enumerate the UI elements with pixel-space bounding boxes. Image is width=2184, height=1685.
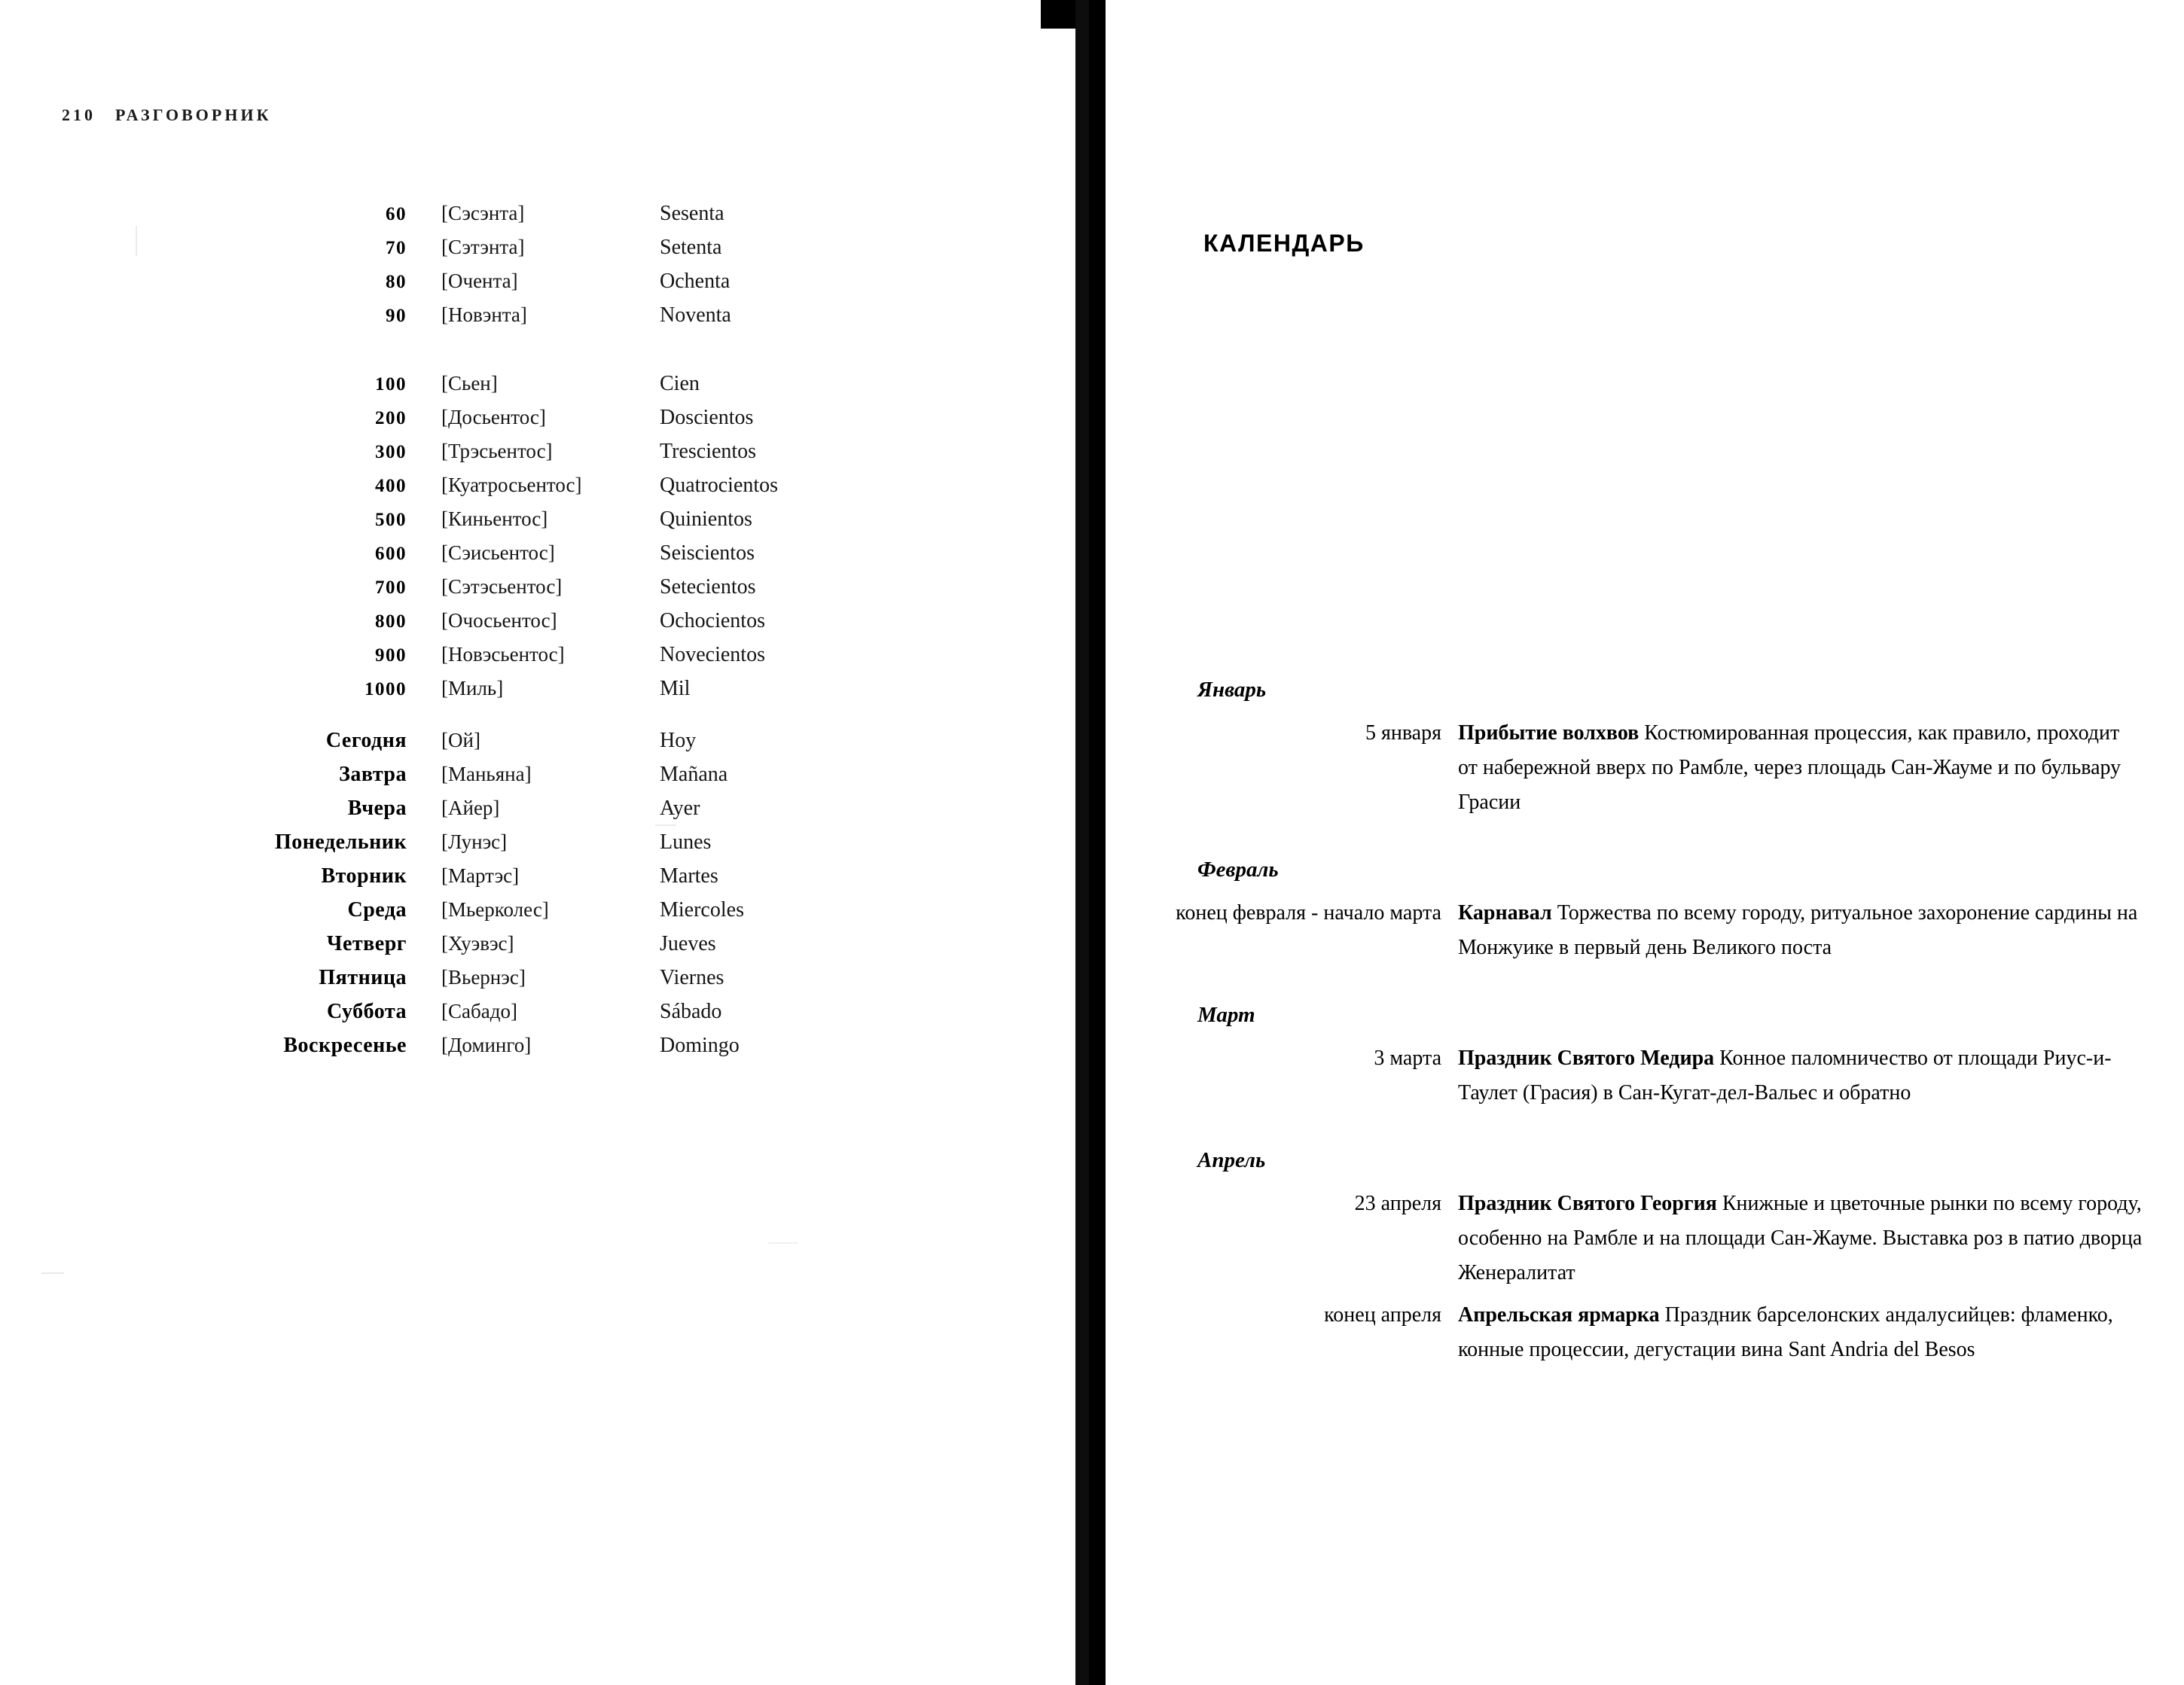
page-gutter-edge [1075,0,1089,1685]
entry-title: Прибытие волхвов [1458,721,1640,745]
entry-date: конец апреля [1324,1303,1441,1327]
number-translit: [Новэнта] [441,303,527,326]
table-row [226,541,904,575]
day-spanish: Jueves [660,932,716,955]
table-row [143,763,941,797]
table-row [226,677,904,711]
scan-artifact [768,1242,798,1244]
entry-text: Книжные и цветочные рынки по всему городу, особенно на Рамбле и на площади Сан-Жауме. Выставка роз в патио дворца Женералитат [1458,1192,2143,1284]
number-term: 70 [386,238,407,258]
day-term: Среда [347,898,407,922]
number-spanish: Cien [660,372,700,395]
number-term: 600 [375,544,407,564]
entry-title: Праздник Святого Медира [1458,1047,1715,1070]
day-term: Вторник [321,864,407,888]
entry-date: 3 марта [1374,1047,1441,1070]
day-spanish: Viernes [660,966,724,989]
day-spanish: Hoy [660,729,697,752]
day-translit: [Лунэс] [441,830,508,853]
number-translit: [Досьентос] [441,406,546,428]
entry-text: Костюмированная процессия, как правило, проходит от набережной вверх по Рамбле, через площадь Сан-Жауме и по бульвару Грасии [1458,721,2121,814]
day-spanish: Domingo [660,1034,740,1057]
number-spanish: Novecientos [660,643,765,666]
number-spanish: Doscientos [660,406,754,429]
number-term: 90 [386,306,407,326]
month-spacer [1164,973,2143,1003]
entry-text: Праздник барселонских андалусийцев: фламенко, конные процессии, дегустации вина Sant Andria del Besos [1458,1303,2113,1361]
running-head [62,105,272,125]
entry-date: 5 января [1365,721,1441,745]
month-heading: Январь [1197,678,1267,702]
scan-artifact [41,1272,64,1274]
number-spanish: Seiscientos [660,541,755,565]
day-term: Воскресенье [283,1034,407,1057]
number-translit: [Сэтэсьентос] [441,575,563,598]
number-translit: [Сэтэнта] [441,236,525,258]
table-row [143,932,941,966]
calendar-entry [1164,716,2143,820]
row-spacer [226,337,904,372]
day-translit: [Хуэвэс] [441,932,514,955]
day-spanish: Mañana [660,763,728,786]
table-row [226,406,904,440]
entry-date: конец февраля - начало марта [1176,901,1441,925]
month-spacer [1164,1118,2143,1148]
number-term: 200 [375,408,407,428]
number-spanish: Quatrocientos [660,474,779,497]
number-spanish: Mil [660,677,691,700]
table-row [143,1000,941,1034]
entry-text: Торжества по всему городу, ритуальное захоронение сардины на Монжуике в первый день Великого поста [1458,901,2138,959]
calendar-entry [1164,1187,2143,1290]
number-spanish: Setecientos [660,575,756,599]
number-translit: [Очента] [441,270,518,292]
entry-text: Конное паломничество от площади Риус-и-Таулет (Грасия) в Сан-Кугат-дел-Вальес и обратно [1458,1047,2112,1105]
table-row [226,440,904,474]
number-translit: [Миль] [441,677,504,699]
table-row [226,372,904,406]
scan-artifact [136,226,137,256]
entry-body [1458,1298,2143,1367]
number-term: 60 [386,204,407,224]
table-row [226,202,904,236]
entry-body [1458,1187,2143,1290]
day-translit: [Вьернэс] [441,966,526,989]
day-translit: [Мартэс] [441,864,520,887]
table-row [143,797,941,830]
scan-artifact [655,824,676,826]
month-spacer [1164,827,2143,858]
entry-body [1458,1041,2143,1111]
number-spanish: Setenta [660,236,722,259]
number-term: 80 [386,272,407,292]
month-heading: Март [1197,1003,1255,1027]
number-spanish: Quinientos [660,507,752,531]
table-row [143,966,941,1000]
number-term: 300 [375,442,407,462]
number-spanish: Noventa [660,303,731,327]
number-term: 400 [375,476,407,496]
day-translit: [Ой] [441,729,480,751]
number-spanish: Sesenta [660,202,724,225]
entry-body [1458,716,2143,820]
number-term: 700 [375,577,407,598]
calendar-entry [1164,896,2143,965]
table-row [143,729,941,763]
month-heading: Апрель [1197,1148,1266,1172]
table-row [226,643,904,677]
left-page [0,0,1041,1685]
running-head-title: РАЗГОВОРНИК [115,105,272,124]
day-term: Четверг [326,932,407,955]
entry-title: Карнавал [1458,901,1552,925]
entry-title: Праздник Святого Георгия [1458,1192,1717,1215]
calendar-entry [1164,1298,2143,1367]
calendar-entry [1164,1041,2143,1111]
calendar-list [1164,678,2143,1375]
entry-title: Апрельская ярмарка [1458,1303,1660,1327]
day-translit: [Сабадо] [441,1000,517,1022]
table-row [143,1034,941,1068]
section-title: КАЛЕНДАРЬ [1203,230,1365,257]
table-row [226,270,904,303]
table-row [143,864,941,898]
number-translit: [Куатросьентос] [441,474,582,496]
day-term: Вчера [347,797,407,820]
entry-body [1458,896,2143,965]
number-translit: [Киньентос] [441,507,548,530]
number-translit: [Сэисьентос] [441,541,555,564]
day-spanish: Ayer [660,797,700,820]
day-spanish: Lunes [660,830,712,854]
numbers-table [226,202,904,711]
day-translit: [Айер] [441,797,500,819]
table-row [226,609,904,643]
day-term: Пятница [319,966,407,989]
number-term: 1000 [365,679,407,699]
number-translit: [Новэсьентос] [441,643,565,666]
number-spanish: Trescientos [660,440,757,463]
number-translit: [Очосьентос] [441,609,557,632]
table-row [226,575,904,609]
entry-date: 23 апреля [1354,1192,1441,1215]
days-table [143,729,941,1068]
page-number: 210 [62,105,96,124]
number-translit: [Сьен] [441,372,498,395]
day-term: Сегодня [325,729,407,752]
number-spanish: Ochocientos [660,609,765,632]
right-page [1089,0,2184,1685]
month-heading: Февраль [1197,858,1279,882]
table-row [226,236,904,270]
day-translit: [Маньяна] [441,763,532,785]
number-spanish: Ochenta [660,270,731,293]
day-term: Суббота [326,1000,407,1023]
day-spanish: Sábado [660,1000,722,1023]
day-translit: [Мьерколес] [441,898,549,921]
day-translit: [Доминго] [441,1034,532,1056]
day-spanish: Miercoles [660,898,744,922]
table-row [143,830,941,864]
number-term: 900 [375,645,407,666]
number-term: 800 [375,611,407,632]
number-translit: [Сэсэнта] [441,202,525,224]
table-row [226,474,904,507]
day-spanish: Martes [660,864,718,888]
day-term: Завтра [339,763,407,786]
number-translit: [Трэсьентос] [441,440,553,462]
table-row [143,898,941,932]
table-row [226,303,904,337]
number-term: 100 [375,374,407,395]
table-row [226,507,904,541]
number-term: 500 [375,510,407,530]
day-term: Понедельник [275,830,407,854]
